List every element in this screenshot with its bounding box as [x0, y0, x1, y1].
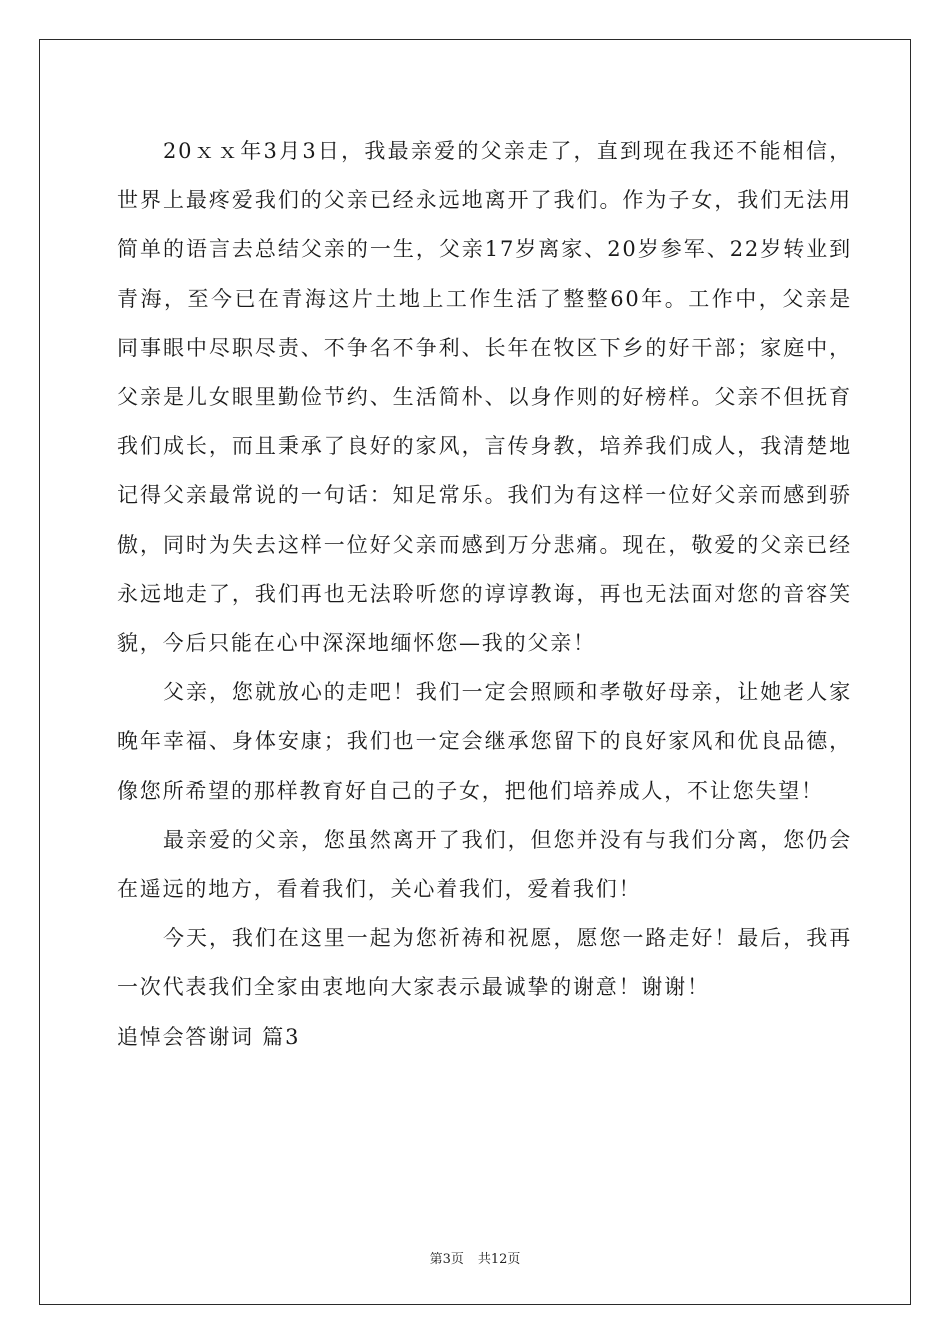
- page-footer: [0, 1248, 950, 1267]
- section-heading: 追悼会答谢词 篇3: [117, 1024, 301, 1049]
- document-body: [117, 127, 852, 1062]
- body-paragraph-3: 最亲爱的父亲，您虽然离开了我们，但您并没有与我们分离，您仍会在遥远的地方，看着我们，关心着我们，爱着我们！: [117, 827, 852, 902]
- page-number: 第3页: [429, 1252, 464, 1267]
- page-total: 共12页: [477, 1252, 521, 1267]
- body-paragraph-4: 今天，我们在这里一起为您祈祷和祝愿，愿您一路走好！最后，我再一次代表我们全家由衷地向大家表示最诚挚的谢意！谢谢！: [117, 926, 852, 1000]
- body-paragraph-2: 父亲，您就放心的走吧！我们一定会照顾和孝敬好母亲，让她老人家晚年幸福、身体安康；我们也一定会继承您留下的良好家风和优良品德，像您所希望的那样教育好自己的子女，把他们培养成人，不让您失望！: [117, 680, 852, 803]
- body-paragraph-1: 20ｘｘ年3月3日，我最亲爱的父亲走了，直到现在我还不能相信，世界上最疼爱我们的父亲已经永远地离开了我们。作为子女，我们无法用简单的语言去总结父亲的一生，父亲17岁离家、20岁参军、22岁转业到青海，至今已在青海这片土地上工作生活了整整60年。工作中，父亲是同事眼中尽职尽责、不争名不争利、长年在牧区下乡的好干部；家庭中，父亲是儿女眼里勤俭节约、生活简朴、以身作则的好榜样。父亲不但抚育我们成长，而且秉承了良好的家风，言传身教，培养我们成人，我清楚地记得父亲最常说的一句话：知足常乐。我们为有这样一位好父亲而感到骄傲，同时为失去这样一位好父亲而感到万分悲痛。现在，敬爱的父亲已经永远地走了，我们再也无法聆听您的谆谆教诲，再也无法面对您的音容笑貌，今后只能在心中深深地缅怀您—我的父亲！: [117, 139, 852, 656]
